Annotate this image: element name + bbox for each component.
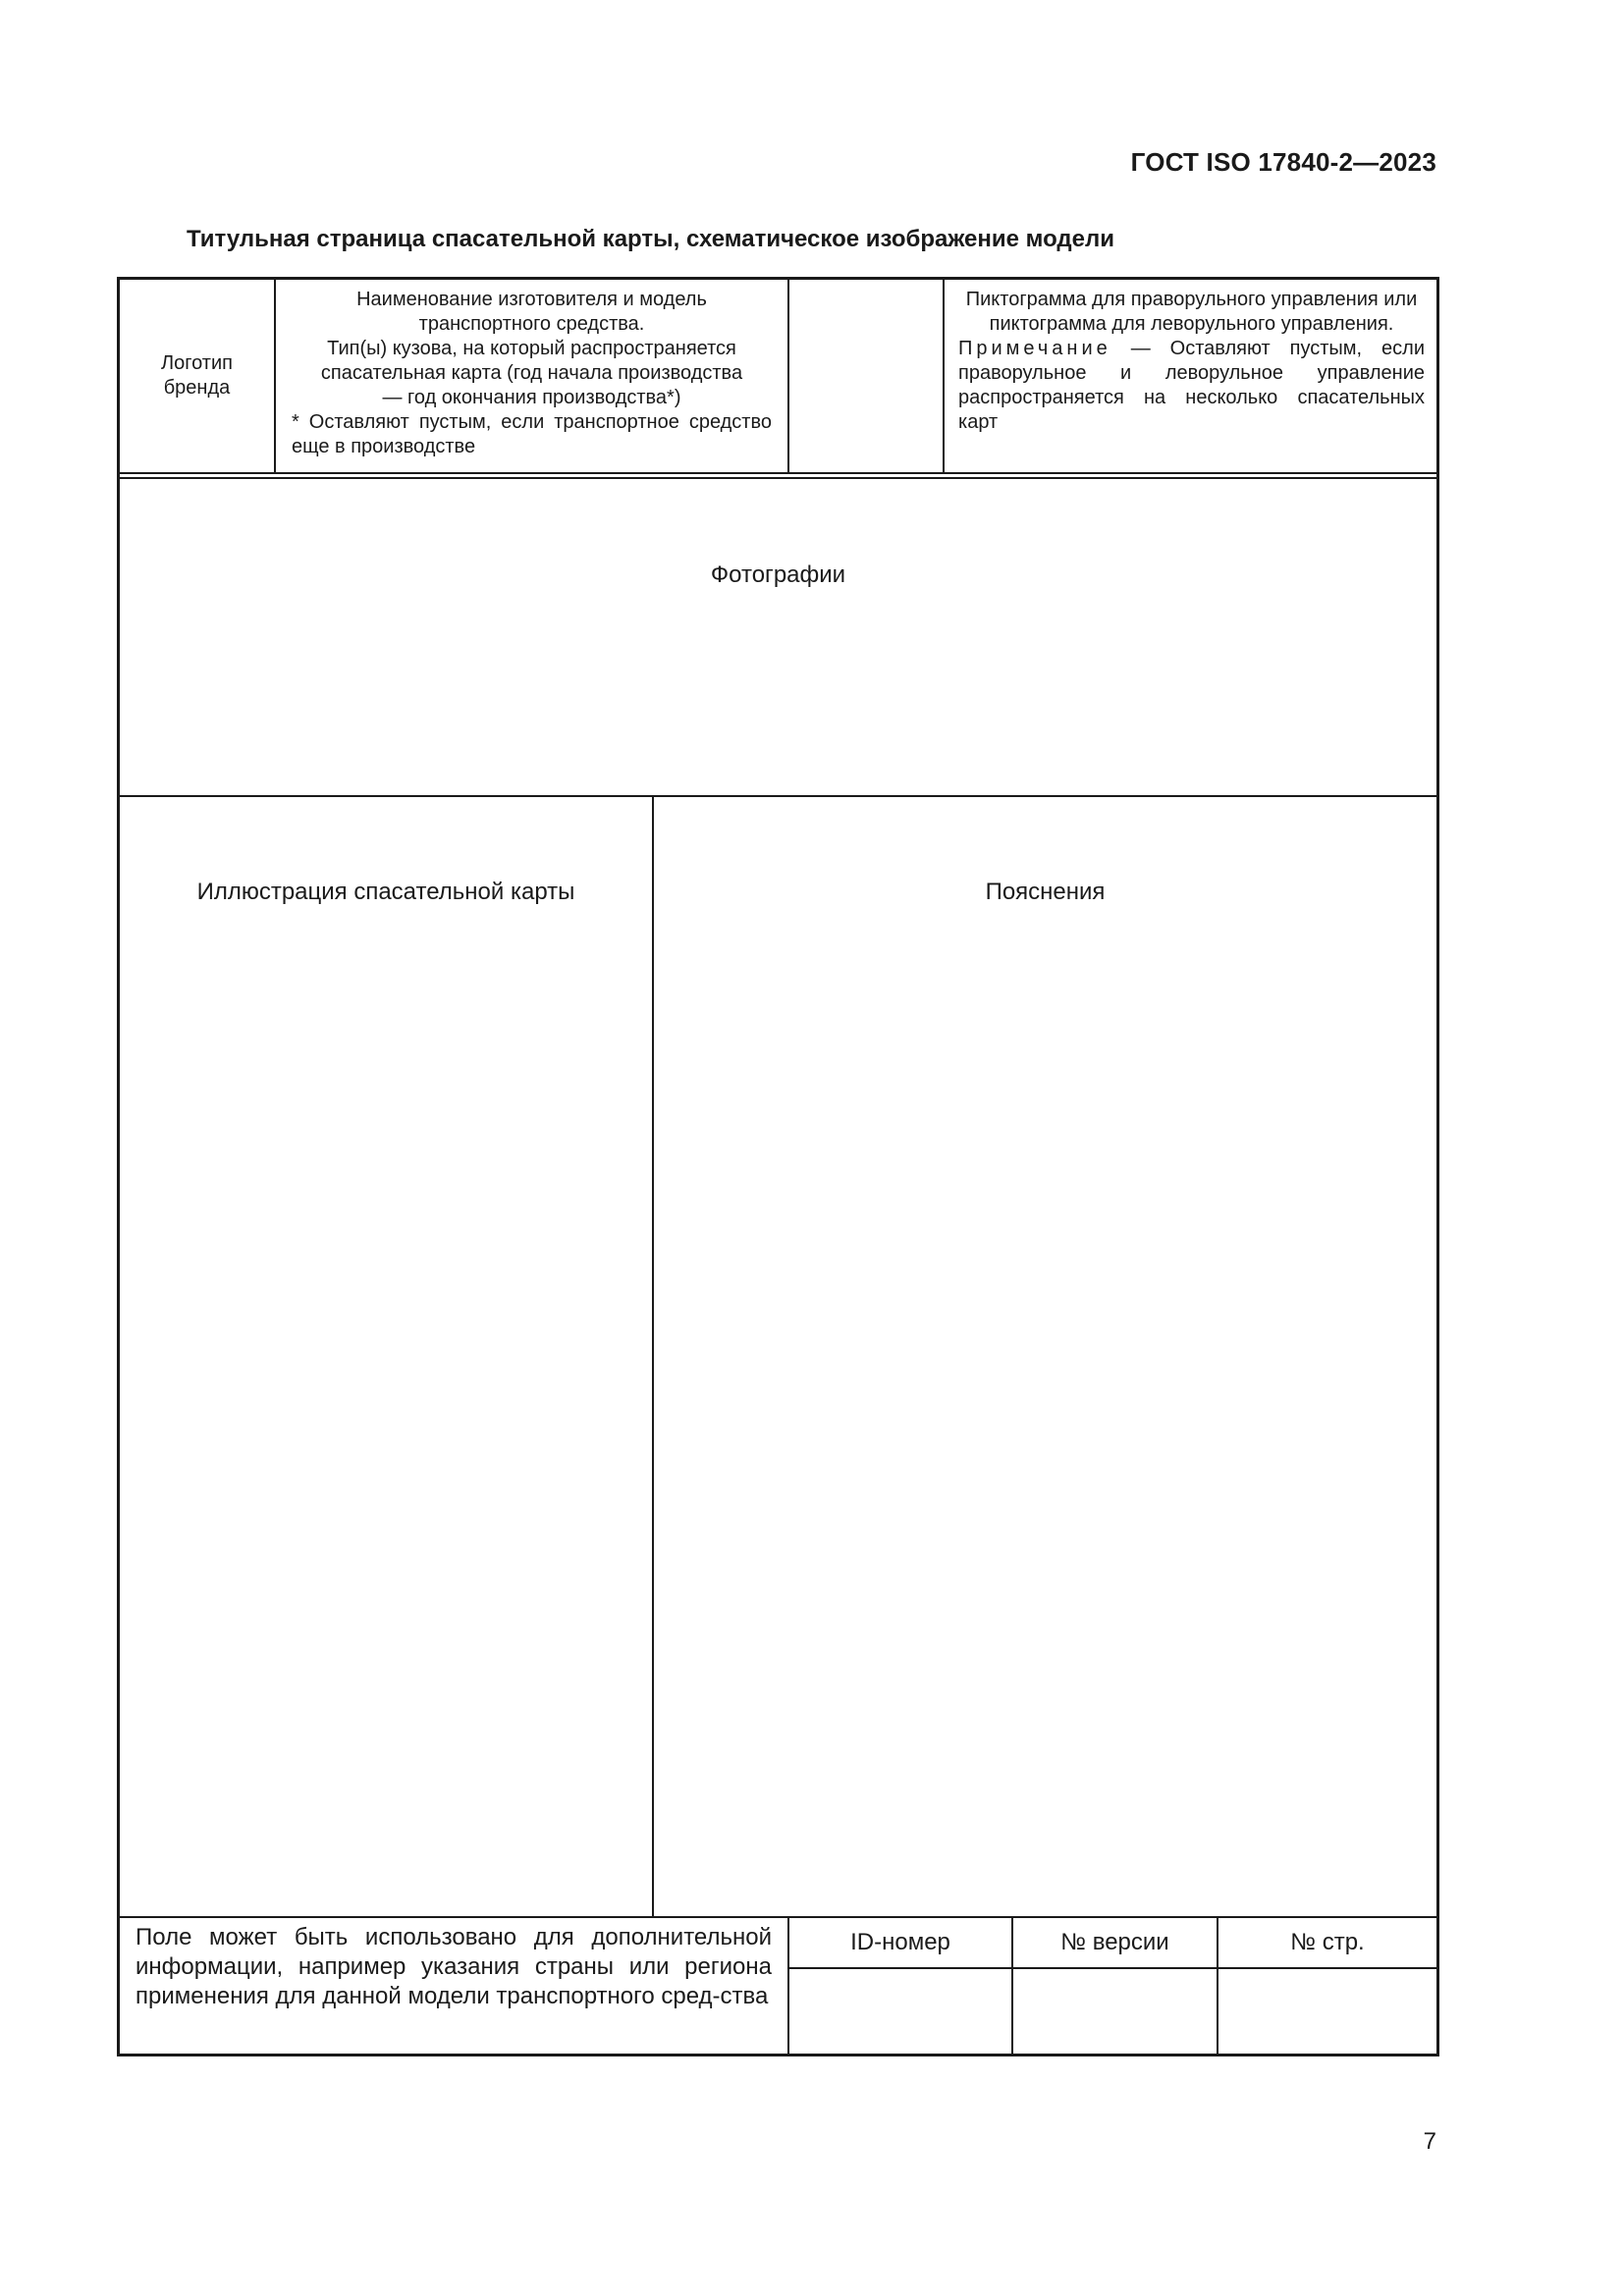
maker-footnote: * Оставляют пустым, если транспортное средство еще в производстве [292, 411, 772, 457]
explanations-area [654, 797, 1436, 1916]
maker-line: спасательная карта (год начала производства [320, 362, 743, 384]
manufacturer-model-cell [276, 288, 787, 459]
maker-line: Тип(ы) кузова, на который распространяется [327, 338, 736, 359]
top-row-bottom-border [120, 472, 1436, 474]
page-number-value-cell [1218, 1969, 1436, 2054]
maker-line: — год окончания производства*) [382, 387, 681, 408]
note-text: — Оставляют пустым, если праворульное и леворульное управление распространяется на несколько спасательных карт [958, 338, 1425, 433]
maker-line: Наименование изготовителя и модель [356, 289, 707, 310]
pictogram-text: Пиктограмма для праворульного управления или пиктограмма для леворульного управления. [965, 289, 1418, 335]
version-number-header [1013, 1918, 1217, 1967]
page-number-label: № стр. [1290, 1929, 1365, 1955]
illustration-label: Иллюстрация спасательной карты [196, 879, 575, 905]
document-designation: ГОСТ ISO 17840-2—2023 [1130, 147, 1436, 177]
rescue-illustration-area [120, 797, 652, 1916]
version-number-label: № версии [1060, 1929, 1169, 1955]
figure-title: Титульная страница спасательной карты, схематическое изображение модели [187, 226, 1115, 252]
maker-line: транспортного средства. [418, 313, 645, 335]
brand-logo-cell [120, 280, 274, 472]
additional-info-text: Поле может быть использовано для дополнительной информации, например указания страны или региона применения для данной модели транспортного сред-ства [135, 1924, 772, 2009]
page-number-header [1218, 1918, 1436, 1967]
empty-cell [789, 280, 943, 472]
steering-pictogram-cell [945, 288, 1436, 435]
additional-info-cell [120, 1923, 787, 2011]
rescue-sheet-template-frame [117, 277, 1439, 2056]
photos-area [120, 479, 1436, 795]
id-number-label: ID-номер [850, 1929, 950, 1955]
photos-label: Фотографии [710, 561, 846, 588]
version-number-value-cell [1013, 1969, 1217, 2054]
note-label: Примечание [958, 338, 1111, 359]
page-number: 7 [1423, 2128, 1436, 2155]
id-number-value-cell [789, 1969, 1011, 2054]
explanations-label: Пояснения [985, 879, 1106, 905]
brand-logo-label: Логотип бренда [161, 352, 233, 399]
pictogram-note [958, 337, 1425, 435]
id-number-header [789, 1918, 1011, 1967]
